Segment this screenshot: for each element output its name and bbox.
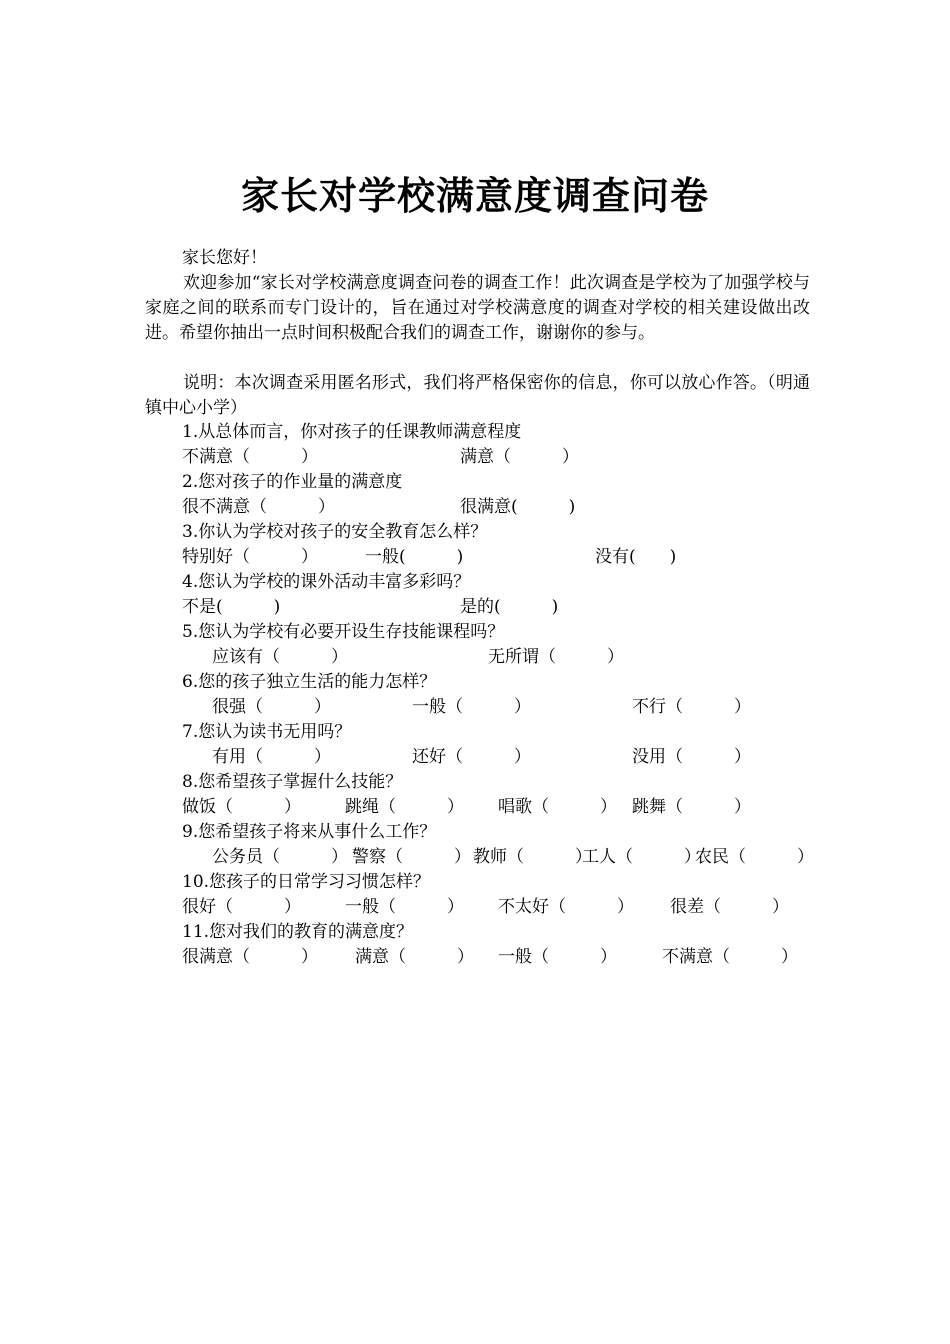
question-8: 8.您希望孩子掌握什么技能？ [182, 772, 403, 792]
q2-option-2[interactable]: 很满意( ) [460, 497, 576, 517]
question-9: 9.您希望孩子将来从事什么工作？ [182, 822, 437, 842]
q10-option-2[interactable]: 一般（ ） [345, 897, 464, 917]
question-4: 4.您认为学校的课外活动丰富多彩吗？ [182, 572, 471, 592]
q7-option-1[interactable]: 有用（ ） [212, 747, 331, 767]
q11-option-4[interactable]: 不满意（ ） [662, 947, 798, 967]
question-11: 11.您对我们的教育的满意度？ [182, 922, 414, 942]
note-paragraph: 说明：本次调查采用匿名形式，我们将严格保密你的信息，你可以放心作答。（明通镇中心小学） [145, 373, 810, 418]
question-5: 5.您认为学校有必要开设生存技能课程吗？ [182, 622, 505, 642]
q1-option-2[interactable]: 满意（ ） [460, 447, 579, 467]
q6-option-2[interactable]: 一般（ ） [412, 697, 531, 717]
q6-option-1[interactable]: 很强（ ） [212, 697, 331, 717]
q8-option-3[interactable]: 唱歌（ ） [498, 797, 617, 817]
q5-option-1[interactable]: 应该有（ ） [212, 647, 348, 667]
q11-option-2[interactable]: 满意（ ） [355, 947, 474, 967]
q9-option-2[interactable]: 警察（ ） [352, 847, 471, 867]
question-10: 10.您孩子的日常学习习惯怎样？ [182, 872, 431, 892]
q10-option-1[interactable]: 很好（ ） [182, 897, 301, 917]
q11-option-3[interactable]: 一般（ ） [498, 947, 617, 967]
q7-option-3[interactable]: 没用（ ） [632, 747, 751, 767]
q10-option-3[interactable]: 不太好（ ） [498, 897, 634, 917]
q3-option-1[interactable]: 特别好（ ） [182, 547, 318, 567]
q4-option-2[interactable]: 是的( ) [460, 597, 559, 617]
q9-option-5[interactable]: 农民（ ） [695, 847, 814, 867]
intro-paragraph: 欢迎参加“家长对学校满意度调查问卷的调查工作！此次调查是学校为了加强学校与家庭之间的联系而专门设计的，旨在通过对学校满意度的调查对学校的相关建设做出改进。希望你抽出一点时间积极配合我们的调查工作，谢谢你的参与。 [145, 273, 810, 343]
question-2: 2.您对孩子的作业量的满意度 [182, 472, 403, 492]
q3-option-3[interactable]: 没有( ) [595, 547, 677, 567]
question-6: 6.您的孩子独立生活的能力怎样？ [182, 672, 437, 692]
greeting: 家长您好！ [182, 248, 267, 268]
question-3: 3.你认为学校对孩子的安全教育怎么样？ [182, 522, 488, 542]
page-title: 家长对学校满意度调查问卷 [240, 174, 709, 218]
q3-option-2[interactable]: 一般( ) [365, 547, 464, 567]
q8-option-1[interactable]: 做饭（ ） [182, 797, 301, 817]
q8-option-4[interactable]: 跳舞（ ） [632, 797, 751, 817]
q9-option-3[interactable]: 教师（ ） [473, 847, 592, 867]
q6-option-3[interactable]: 不行（ ） [632, 697, 751, 717]
question-7: 7.您认为读书无用吗？ [182, 722, 352, 742]
q4-option-1[interactable]: 不是( ) [182, 597, 281, 617]
q2-option-1[interactable]: 很不满意（ ） [182, 497, 335, 517]
q7-option-2[interactable]: 还好（ ） [412, 747, 531, 767]
question-1: 1.从总体而言，你对孩子的任课教师满意程度 [182, 422, 522, 442]
q1-option-1[interactable]: 不满意（ ） [182, 447, 318, 467]
q10-option-4[interactable]: 很差（ ） [670, 897, 789, 917]
q11-option-1[interactable]: 很满意（ ） [182, 947, 318, 967]
q9-option-1[interactable]: 公务员（ ） [212, 847, 348, 867]
q5-option-2[interactable]: 无所谓（ ） [488, 647, 624, 667]
q9-option-4[interactable]: 工人（ ） [582, 847, 701, 867]
q8-option-2[interactable]: 跳绳（ ） [345, 797, 464, 817]
